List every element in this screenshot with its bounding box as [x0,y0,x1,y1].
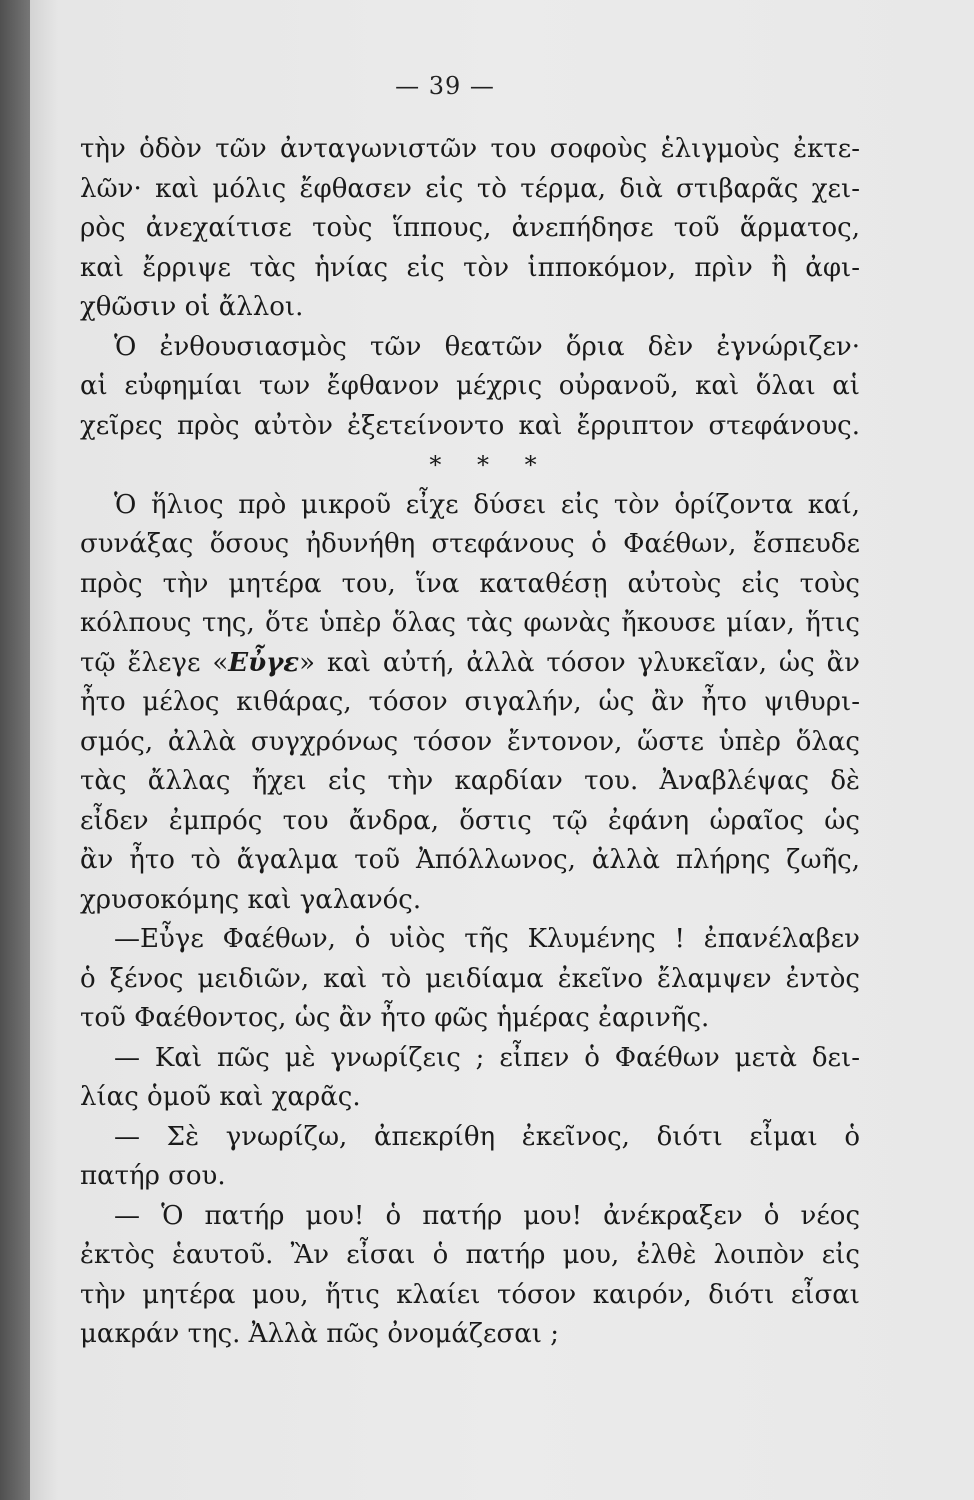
text-line: χθῶσιν οἱ ἄλλοι. [80,292,304,322]
text-segment: » καὶ αὐτή, ἀλλὰ τόσον γλυκεῖαν, ὡς ἂν [299,647,860,678]
emphasized-word: Εὖγε [228,647,300,678]
text-line: αἱ εὐφημίαι των ἔφθανον μέχρις οὐρανοῦ, καὶ ὅλαι αἱ [80,371,860,401]
text-line: ἂν ἦτο τὸ ἄγαλμα τοῦ Ἀπόλλωνος, ἀλλὰ πλήρης ζωῆς, [80,845,860,875]
text-line: μακράν της. Ἀλλὰ πῶς ὀνομάζεσαι ; [80,1319,559,1349]
text-line: ἦτο μέλος κιθάρας, τόσον σιγαλήν, ὡς ἂν ἦτο ψιθυρι- [80,687,860,717]
text-line: Ὁ ἐνθουσιασμὸς τῶν θεατῶν ὅρια δὲν ἐγνώριζεν· [114,331,860,362]
text-line: σμός, ἀλλὰ συγχρόνως τόσον ἔντονον, ὥστε ὑπὲρ ὅλας [80,726,860,757]
text-line: — Ὁ πατήρ μου! ὁ πατήρ μου! ἀνέκραξεν ὁ νέος [114,1200,860,1231]
paragraph [80,328,860,447]
paragraph [80,1039,860,1118]
text-line: πρὸς τὴν μητέρα του, ἵνα καταθέσῃ αὐτοὺς εἰς τοὺς [80,568,860,599]
text-line: ὁ ξένος μειδιῶν, καὶ τὸ μειδίαμα ἐκεῖνο ἔλαμψεν ἐντὸς [80,963,860,994]
paragraph [80,920,860,1039]
paragraph [80,486,860,921]
paragraph [80,1118,860,1197]
text-line: λῶν· καὶ μόλις ἔφθασεν εἰς τὸ τέρμα, διὰ στιβαρᾶς χει- [80,173,860,204]
paragraph [80,1197,860,1355]
book-page [30,0,974,1500]
text-line: —Εὖγε Φαέθων, ὁ υἱὸς τῆς Κλυμένης ! ἐπανέλαβεν [114,924,860,954]
text-line: ἐκτὸς ἑαυτοῦ. Ἂν εἶσαι ὁ πατήρ μου, ἐλθὲ λοιπὸν εἰς [80,1240,860,1270]
text-line-with-emphasis [80,644,860,684]
text-line: χεῖρες πρὸς αὐτὸν ἐξετείνοντο καὶ ἔρριπτον στεφάνους. [80,410,860,441]
text-line: κόλπους της, ὅτε ὑπὲρ ὅλας τὰς φωνὰς ἤκουσε μίαν, ἥτις [80,608,860,638]
text-line: τὰς ἄλλας ἤχει εἰς τὴν καρδίαν του. Ἀναβλέψας δὲ [80,766,860,796]
text-line: εἶδεν ἐμπρός του ἄνδρα, ὅστις τῷ ἐφάνη ὡραῖος ὡς [80,805,860,836]
text-line: ρὸς ἀνεχαίτισε τοὺς ἵππους, ἀνεπήδησε τοῦ ἅρματος, [80,213,860,243]
text-line: τοῦ Φαέθοντος, ὡς ἂν ἦτο φῶς ἡμέρας ἐαρινῆς. [80,1003,710,1033]
text-line: Ὁ ἥλιος πρὸ μικροῦ εἶχε δύσει εἰς τὸν ὁρίζοντα καί, [114,489,860,520]
text-line: συνάξας ὅσους ἠδυνήθη στεφάνους ὁ Φαέθων, ἔσπευδε [80,529,860,559]
text-line: — Σὲ γνωρίζω, ἀπεκρίθη ἐκεῖνος, διότι εἶμαι ὁ [114,1121,860,1152]
page-number: — 39 — [395,72,495,100]
section-separator: * * * [429,451,551,479]
text-line: τὴν ὁδὸν τῶν ἀνταγωνιστῶν του σοφοὺς ἑλιγμοὺς ἐκτε- [80,134,860,164]
text-line: λίας ὁμοῦ καὶ χαρᾶς. [80,1082,361,1112]
text-line: πατήρ σου. [80,1161,226,1191]
book-binding-shadow [0,0,34,1500]
text-segment: τῷ ἔλεγε « [80,647,229,678]
text-line: τὴν μητέρα μου, ἥτις κλαίει τόσον καιρόν, διότι εἶσαι [80,1279,860,1310]
text-line: χρυσοκόμης καὶ γαλανός. [80,884,422,915]
text-line: καὶ ἔρριψε τὰς ἡνίας εἰς τὸν ἱπποκόμον, πρὶν ἢ ἀφι- [80,252,860,283]
text-line: — Καὶ πῶς μὲ γνωρίζεις ; εἶπεν ὁ Φαέθων μετὰ δει- [114,1042,860,1073]
paragraph [80,130,860,328]
body-text [80,130,860,1355]
